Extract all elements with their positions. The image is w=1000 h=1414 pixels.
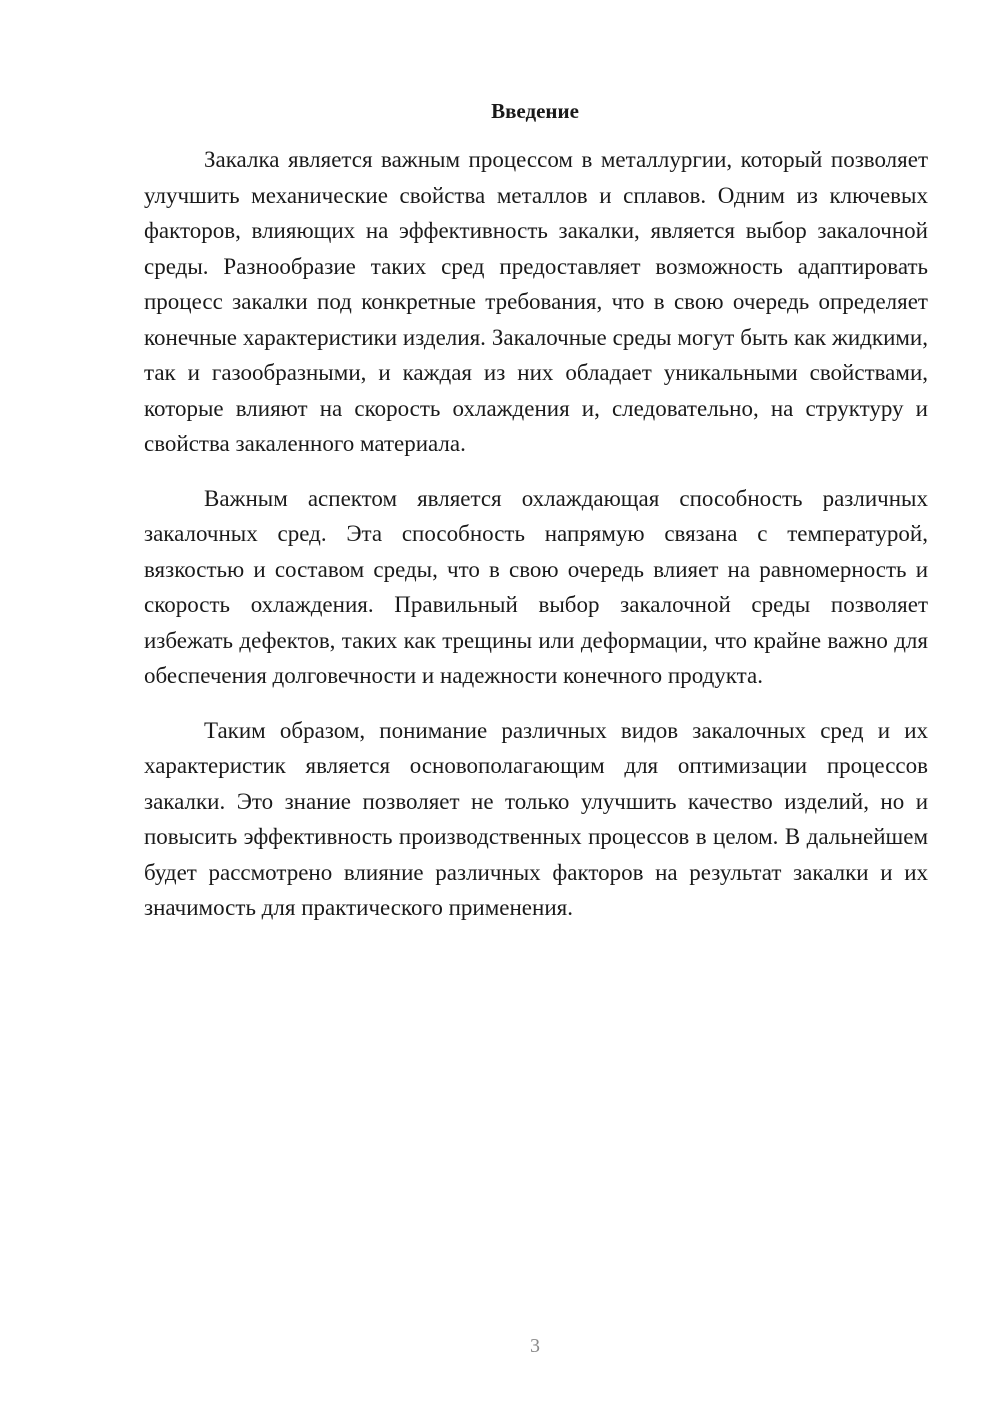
paragraph-3: Таким образом, понимание различных видов закалочных сред и их характеристик является основополагающим для оптимизации процессов закалки. Это знание позволяет не только улучшить качество изделий, но и повысить эффективность производственных процессов в целом. В дальнейшем будет рассмотрено влияние различных факторов на результат закалки и их значимость для практического применения. [144,717,928,920]
paragraph-2: Важным аспектом является охлаждающая способность различных закалочных сред. Эта способность напрямую связана с температурой, вязкостью и составом среды, что в свою очередь влияет на равномерность и скорость охлаждения. Правильный выбор закалочной среды позволяет избежать дефектов, таких как трещины или деформации, что крайне важно для обеспечения долговечности и надежности конечного продукта. [144,485,928,688]
section-title: Введение [491,99,579,123]
body-text [144,142,928,945]
paragraph-1: Закалка является важным процессом в металлургии, который позволяет улучшить механические свойства металлов и сплавов. Одним из ключевых факторов, влияющих на эффективность закалки, является выбор закалочной среды. Разнообразие таких сред предоставляет возможность адаптировать процесс закалки под конкретные требования, что в свою очередь определяет конечные характеристики изделия. Закалочные среды могут быть как жидкими, так и газообразными, и каждая из них обладает уникальными свойствами, которые влияют на скорость охлаждения и, следовательно, на структуру и свойства закаленного материала. [144,147,928,456]
page-number: 3 [530,1335,540,1357]
